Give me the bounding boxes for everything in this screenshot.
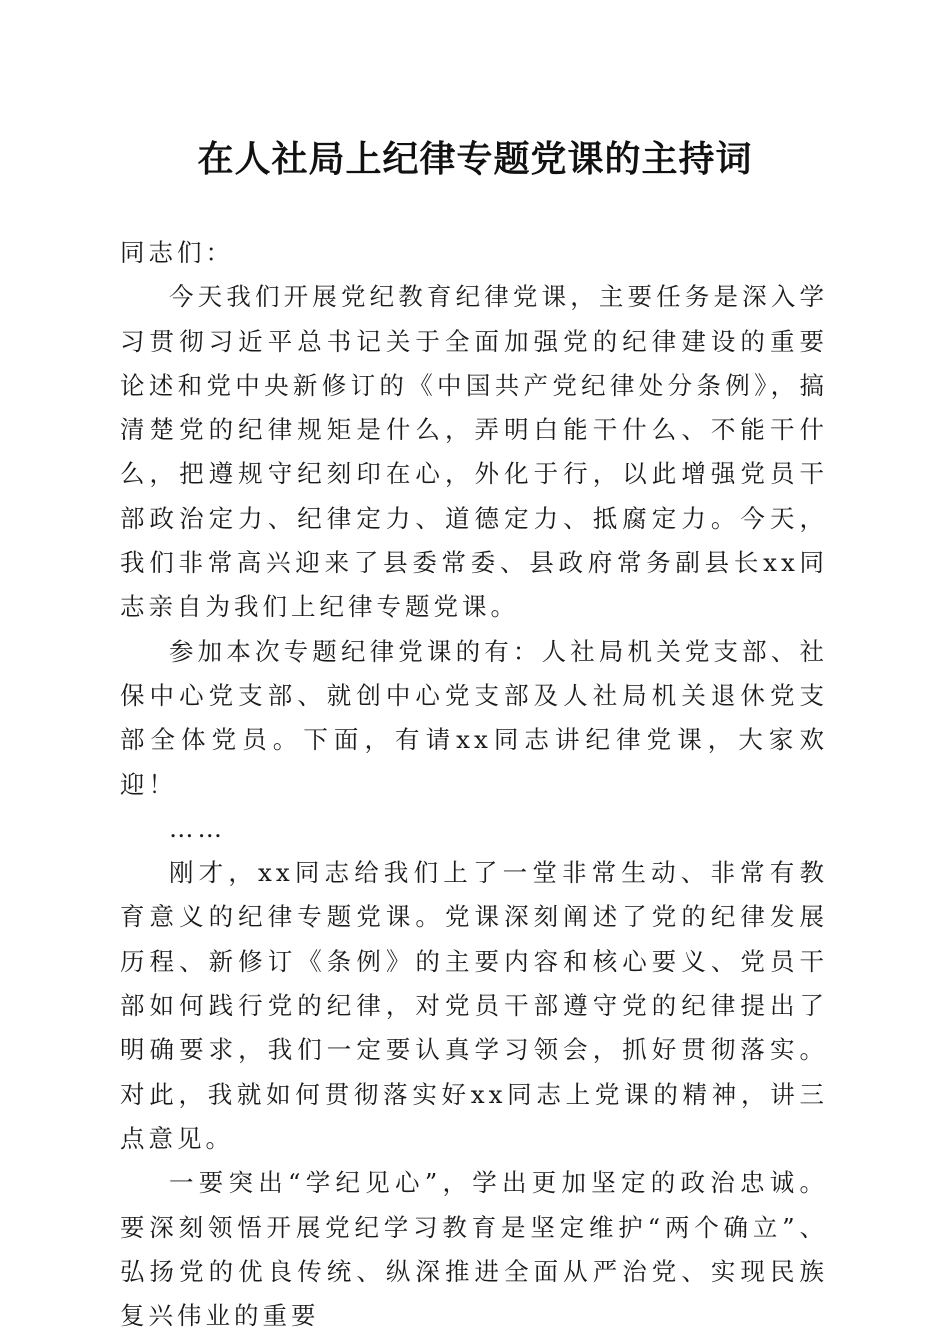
paragraph-point-one: 一要突出“学纪见心”，学出更加坚定的政治忠诚。要深刻领悟开展党纪学习教育是坚定维护“两个确立”、弘扬党的优良传统、纵深推进全面从严治党、实现民族复兴伟业的重要 — [120, 1168, 828, 1331]
paragraph-summary: 刚才，xx同志给我们上了一堂非常生动、非常有教育意义的纪律专题党课。党课深刻阐述了党的纪律发展历程、新修订《条例》的主要内容和核心要义、党员干部如何践行党的纪律，对党员干部遵守党的纪律提出了明确要求，我们一定要认真学习领会，抓好贯彻落实。对此，我就如何贯彻落实好xx同志上党课的精神，讲三点意见。 — [120, 858, 828, 1153]
paragraph-ellipsis: …… — [169, 813, 226, 843]
document-title: 在人社局上纪律专题党课的主持词 — [197, 138, 753, 180]
paragraph-opening: 今天我们开展党纪教育纪律党课，主要任务是深入学习贯彻习近平总书记关于全面加强党的纪律建设的重要论述和党中央新修订的《中国共产党纪律处分条例》，搞清楚党的纪律规矩是什么，弄明白能干什么、不能干什么，把遵规守纪刻印在心，外化于行，以此增强党员干部政治定力、纪律定力、道德定力、抵腐定力。今天，我们非常高兴迎来了县委常委、县政府常务副县长xx同志亲自为我们上纪律专题党课。 — [120, 282, 828, 622]
document-body — [120, 231, 828, 1338]
salutation: 同志们： — [120, 238, 234, 267]
paragraph-attendees: 参加本次专题纪律党课的有：人社局机关党支部、社保中心党支部、就创中心党支部及人社局机关退休党支部全体党员。下面，有请xx同志讲纪律党课，大家欢迎！ — [120, 636, 828, 799]
